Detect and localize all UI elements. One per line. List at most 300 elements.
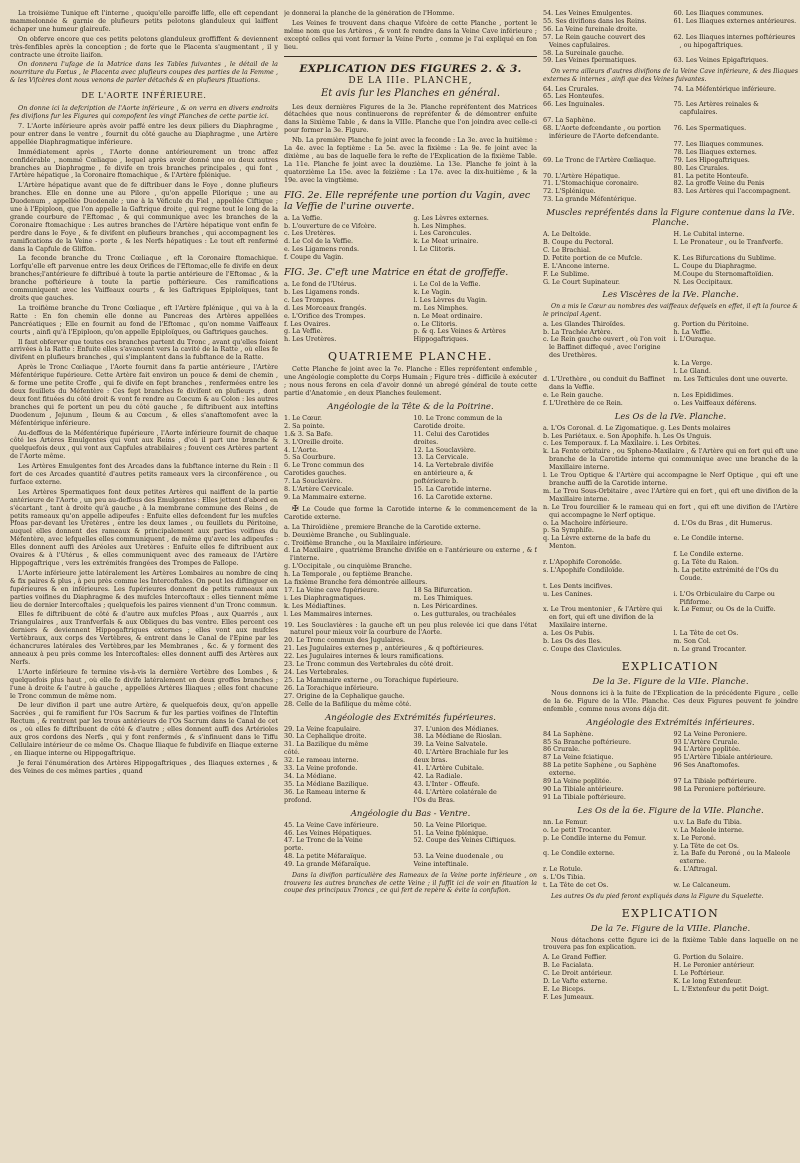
legend-item: d. Le Col de la Veffie. bbox=[284, 237, 354, 246]
legend-item: 6. Le Tronc commun des bbox=[284, 461, 365, 470]
legend-item: s. L'Apophife Condiloïde. bbox=[543, 565, 625, 574]
legend-item: 70. L'Artère Hépatique. bbox=[543, 171, 620, 180]
legend-item: b. La Trachée Artère. bbox=[543, 327, 613, 336]
legend-item: c. Les Temporaux. f. La Maxilaire. i. Les Orbites. bbox=[543, 439, 701, 448]
legend-item: c. Le Rein gauche ouvert , où l'on voit le Baffinet diffequé , avec l'origine des Urethères. bbox=[543, 335, 666, 360]
footnote: Dans la divifion particulière des Rameaux de la Veine porte inférieure , on trouvera les autres branches de cette Veine ; il fuffit ici de voir en fituation la coupe des principaux Troncs , ce qui fert de repère & évite la confufion. bbox=[284, 872, 537, 895]
legend-item: D. Le Vafte externe. bbox=[543, 977, 608, 986]
legend-item: 43. L'Inter - Offeufe. bbox=[413, 779, 480, 788]
legend-item: o. Le Clitoris. bbox=[413, 319, 458, 328]
paragraph: Nous donnons ici à la fuite de l'Explication de la précédente Figure , celle de la 6e. Figure de la VIIe. Planche. Ces deux Figures peuvent fe joindre enfemble , comme nous avons déja dit. bbox=[543, 688, 798, 713]
legend-item: 25. La Mammaire externe , ou Torachique fupérieure. bbox=[284, 675, 459, 684]
angeo-veines-legend bbox=[284, 587, 537, 619]
legend-item: A. Le Deltoïde. bbox=[543, 230, 592, 239]
legend-item: 74. La Méfentérique inférieure. bbox=[673, 84, 777, 93]
legend-item: t. La Tête de cet Os. bbox=[543, 881, 609, 890]
legend-item: u.v. La Bafe du Tibia. bbox=[673, 817, 742, 826]
legend-item: p. Sa Symphife. bbox=[543, 526, 594, 535]
legend-item: droites. bbox=[413, 437, 439, 446]
legend-item: l. Le Gland. bbox=[673, 367, 711, 376]
legend-item: a. Les Os Pubis. bbox=[543, 629, 595, 638]
visceres-title: Les Viscères de la IVe. Planche. bbox=[602, 290, 739, 301]
legend-item: 62. Les Iliaques internes poftérieures , ou hipogaftriques. bbox=[673, 32, 796, 49]
legend-item: &. L'Aftragal. bbox=[673, 865, 718, 874]
legend-item: n. Les Epididimes. bbox=[673, 390, 734, 399]
quatrieme-planche-title: QUATRIEME PLANCHE. bbox=[328, 350, 493, 364]
legend-item: 78. Les Iliaques externes. bbox=[673, 147, 757, 156]
bas-ventre-title: Angéologie du Bas - Ventre. bbox=[350, 808, 471, 819]
col1-paragraphs bbox=[10, 123, 278, 776]
legend-item: C. Le Droit antérieur. bbox=[543, 969, 613, 978]
legend-item: 91 La Tibiale poftérieure. bbox=[543, 792, 626, 801]
legend-item: 97 La Tibiale poftérieure. bbox=[673, 777, 757, 786]
legend-item: côté. bbox=[284, 748, 300, 757]
section-title-aorte: DE L'AORTE INFÉRIEURE. bbox=[81, 91, 207, 101]
legend-item: w. Le Calcaneum. bbox=[673, 881, 731, 890]
legend-item: 28. Celle de la Bafilique du même côté. bbox=[284, 699, 412, 708]
legend-item: m. Son Col. bbox=[673, 637, 711, 646]
legend-item: a. Le fond de l'Utérus. bbox=[284, 280, 357, 289]
legend-item: F. Le Sublime. bbox=[543, 269, 590, 278]
legend-item: 51. La Veine fplénique. bbox=[413, 828, 489, 837]
legend-item: 41. L'Artère Cubitale. bbox=[413, 764, 484, 773]
legend-item: F. Les Jumeaux. bbox=[543, 992, 594, 1001]
legend-item: 16. La Carotide externe. bbox=[413, 492, 493, 501]
os6-title: Les Os de la 6e. Figure de la VIIe. Planche. bbox=[577, 805, 764, 816]
fig3-legend bbox=[284, 281, 537, 344]
legend-item: k. La Verge. bbox=[673, 359, 713, 368]
legend-item: 61. Les Iliaques externes antérieures. bbox=[673, 16, 797, 25]
legend-item: 98 La Peroniere poftérieure. bbox=[673, 784, 766, 793]
legend-item: 56. La Veine fureinale droite. bbox=[543, 24, 638, 33]
cross-note-text: Le Coude que forme la Carotide interne & le commencement de la Carotide externe. bbox=[284, 504, 537, 521]
legend-item: 36. Le Rameau interne & bbox=[284, 787, 367, 796]
legend-item: a. L'Os Coronal. d. Le Zigomatique. g. Les Dents molaires bbox=[543, 423, 731, 432]
paragraph: Cette Planche fe joint avec la 7e. Planche : Elles repréfentent enfemble , une Angéologie complette du Corps Humain ; Figure très - difficile à exécuter ; nous nous ferons en cela d'avoir donné un abregé général de toute cette partie d'Anatomie , en deux Planches feulement. bbox=[284, 365, 537, 397]
legend-item: 1.& 3. Sa Bafe. bbox=[284, 429, 333, 438]
legend-item: c. Troifième Branche , ou la Maxilaire inférieure. bbox=[284, 538, 443, 547]
legend-item: 88 La petite Saphène , ou Saphène externe. bbox=[543, 761, 657, 778]
legend-item: 49. La grande Méfaraïque. bbox=[284, 860, 371, 869]
legend-item: p. & q. Les Veines & Artères bbox=[413, 327, 506, 336]
legend-item: y. La Tête de cet Os. bbox=[673, 841, 739, 850]
legend-item: o. La Machoire inférieure. bbox=[543, 518, 628, 527]
bas-ventre-legend bbox=[284, 822, 537, 869]
legend-item: i. L'Ouraque. bbox=[673, 335, 716, 344]
legend-item: k. Le Meat urinaire. bbox=[413, 237, 479, 246]
legend-item: E. L'Ancone interne. bbox=[543, 261, 610, 270]
legend-item: M.Coupe du Sternomaftoïdien. bbox=[673, 269, 774, 278]
paragraph: Elles fe diftribuent de côté & d'autre aux mufcles Pfoas , aux Quarrés , aux Triangulaires , aux Tranfverfals & aux Obliques du bas ventre. Elles percent ces derniers & deviennent Hippogaftriques externes ; elles vont aux mufcles Vertèbraux, aux corps des Vertèbres, & entrent dans le Canal de l'Epine par les échancrures latérales des Vertèbres,par les Membranes , &c. & y forment des anneaux à peu près comme les Intercoftales: elles donnent auffi des Artères aux Nerfs. bbox=[10, 610, 278, 666]
legend-item: 63. Les Veines Epigaftriques. bbox=[673, 56, 769, 65]
legend-item: 92 La Veine Peroniere. bbox=[673, 729, 748, 738]
legend-item: h. La Temporale , ou feptième Branche. bbox=[284, 570, 413, 579]
legend-item: 79. Les Hipogaftriques. bbox=[673, 155, 750, 164]
legend-item: 31. La Bazilique du même bbox=[284, 740, 369, 749]
legend-item: k. La Fente orbitaire , ou Spheno-Maxilaire , & l'Artère qui en fort qui eft une branche de la Carotide interne qui communique avec une branche de la Maxillaire interne. bbox=[543, 447, 798, 472]
legend-item: 37. L'union des Médianes. bbox=[413, 724, 499, 733]
extremites-sup-legend bbox=[284, 726, 537, 805]
legend-item: 44. L'Artère colatérale de bbox=[413, 787, 497, 796]
legend-item: 94 L'Artère poplitée. bbox=[673, 745, 741, 754]
legend-item: 35. La Médiane Bazilique. bbox=[284, 779, 369, 788]
legend-item: l. Le Trou Optique & l'Artère qui accompagne le Nerf Optique , qui eft une branche auffi de la Carotide interne. bbox=[543, 471, 798, 487]
legend-item: 82. La groffe Veine du Penis bbox=[673, 179, 765, 188]
legend-item: 81. La petite Honteufe. bbox=[673, 171, 749, 180]
legend-item: b. Les Pariétaux. e. Son Apophife. h. Les Os Unguis. bbox=[543, 431, 712, 440]
legend-item: 45. La Veine Cave inférieure. bbox=[284, 820, 379, 829]
legend-item: K. Le long Extenfeur. bbox=[673, 977, 742, 986]
legend-item: 76. Les Spermatiques. bbox=[673, 124, 747, 133]
legend-item: 66. Les Inguinales. bbox=[543, 100, 605, 109]
angeo-tete-legend bbox=[284, 415, 537, 502]
legend-item: 12. La Souclavière. bbox=[413, 445, 476, 454]
legend-item: t. Les Dents incifives. bbox=[543, 581, 613, 590]
cross-note bbox=[284, 505, 537, 522]
legend-item: l. Le Clitoris. bbox=[413, 245, 456, 254]
column-right bbox=[543, 10, 798, 1155]
legend-item: 39. La Veine Salvatele. bbox=[413, 740, 488, 749]
os6-legend bbox=[543, 819, 798, 890]
legend-item: 21. Les Jugulaires externes p , antérieures , & q poftérieures. bbox=[284, 644, 484, 653]
legend-item: 3. L'Oreille droite. bbox=[284, 437, 344, 446]
legend-item: 54. Les Veines Emulgentes. bbox=[543, 10, 633, 17]
fig2-legend bbox=[284, 215, 537, 262]
paragraph: La troifième branche du Tronc Cœliaque , eft l'Artère fplénique , qui va à la Ratte : En fon chemin elle donne au Pancreas des Artères appellées Pancréatiques ; Elle en fournit au fond de l'Eftomac , qu'on nomme Vaiffeaux courts , ainfi qu'à l'Epiploon, qu'on appelle Epiploïques, ou Gaftriques gauches. bbox=[10, 303, 278, 336]
paragraph-italic: On donnera l'ufage de la Matrice dans les Tables fuivantes , le détail de la nourriture du Fœtus , le Placenta avec plufieurs coupes des parties de la Femme , & les Vifcères dont nous venons de parler détachés & en plufieurs fituations. bbox=[10, 60, 278, 85]
legend-item: l. Les Lèvres du Vagin. bbox=[413, 295, 488, 304]
paragraph: L'Aorte inférieure jette latéralement les Artères Lombaires au nombre de cinq & fix paires & plus , à peu près comme les Intercoftales. On peut les diftinguer en fupérieures & en inférieures. Les fupérieures donnent de petits rameaux aux parties voifines du Diaphragme & des mufcles Intercoftaux : elles tiennent même lieu de dernier Intercoftales ; quelquefois les paires viennent d'un Tronc commun. bbox=[10, 568, 278, 609]
legend-item: 89 La Veine poplitée. bbox=[543, 777, 612, 786]
paragraph: La feconde branche du Tronc Cœliaque , eft la Coronaire ftomachique. Lorfqu'elle eft parvenue entre les deux Orifices de l'Eftomac,elle fe divife en deux branches;l'antérieure fe diftribué à toute la partie antérieure de l'Eftomac , & la branche poftérieure à toute la partie poftérieure. Ces ramifications communiquent avec les Vaiffeaux courts , & les Gaftriques Epiploïques, tant droits que gauches. bbox=[10, 254, 278, 302]
legend-item: 18 Sa Bifurcation. bbox=[413, 585, 473, 594]
legend-item: h. La petite extrémité de l'Os du Coude. bbox=[673, 565, 779, 582]
paragraph: Nb. La première Planche fe joint avec la feconde : La 3e. avec la huitième : La 4e. avec la feptième : La 5e. avec la fixième : La 9e. fe joint avec la dixième , au bas de laquelle fera le refte de l'Explication de la fixième Table. La 11e. Planche fe joint avec la douzième. La 13e. Planche fe joint à la quatorzième La 15e. avec la feizième : La 17e. avec la dix-huitième , & la 19e. avec la vingtième. bbox=[284, 136, 537, 184]
legend-item: nn. Le Femur. bbox=[543, 817, 588, 826]
legend-item: 80. Les Crurales. bbox=[673, 163, 730, 172]
legend-item: n. Le Meat ordinaire. bbox=[413, 311, 483, 320]
muscles-title: Muscles repréfentés dans la Figure contenue dans la IVe. Planche. bbox=[546, 208, 795, 229]
os-list bbox=[543, 425, 798, 520]
os-title: Les Os de la IVe. Planche. bbox=[614, 411, 727, 422]
legend-item: 60. Les Iliaques communes. bbox=[673, 10, 764, 17]
legend-item: 87 La Veine fciatique. bbox=[543, 753, 614, 762]
legend-item: 55. Ses divifions dans les Reins. bbox=[543, 16, 647, 25]
legend-item: 47. Le Tronc de la Veine bbox=[284, 836, 363, 845]
legend-item: o. Les gutturales, ou trachéales bbox=[413, 609, 516, 618]
legend-item: Veine inteftinale. bbox=[413, 860, 469, 869]
legend-item: 50. La Veine Pilorique. bbox=[413, 820, 487, 829]
legend-item: 26. La Torachique inférieure. bbox=[284, 683, 379, 692]
paragraph: De leur divifion il part une autre Artère, & quelquefois deux, qu'on appelle Sacrées , qui fe ramifient fur l'Os Sacrum & fur les parties voifines de l'Inteftin Rectum , & rentrent par les trous antérieurs de l'Os Sacrum dans le Canal de cet os , où elles fe diftribuent de côté & d'autre ; elles donnent auffi des Artérioles aux gros cordons des Nerfs , qui y font renfermés , & s'infinuent dans le Tiffu Cellulaire intérieur de ce même Os. Chaque Iliaque fe fubdivife en Iliaque externe , en Iliaque interne ou Hippogaftrique. bbox=[10, 701, 278, 757]
legend-item: 93 L'Artère Crurale. bbox=[673, 737, 740, 746]
legend-item: c. Les Trompes. bbox=[284, 295, 336, 304]
legend-item: H. Le Peronier antérieur. bbox=[673, 961, 755, 970]
final-legend bbox=[543, 954, 798, 1001]
legend-item: q. Le Condile externe. bbox=[543, 849, 615, 858]
legend-item: 15. La Carotide interne. bbox=[413, 485, 492, 494]
os6-note: Les autres Os du pied feront expliqués dans la Figure du Squelette. bbox=[551, 892, 764, 900]
legend-item: k. Le Vagin. bbox=[413, 287, 452, 296]
legend-item: l'Os du Bras. bbox=[413, 795, 455, 804]
explication-3-title: EXPLICATION bbox=[621, 659, 720, 673]
legend-item: 14. La Vertebrale divifée bbox=[413, 461, 494, 470]
angeo-branches-list bbox=[284, 524, 537, 587]
explication-subtitle: DE LA IIIe. PLANCHE, bbox=[348, 75, 473, 86]
legend-item: profond. bbox=[284, 795, 312, 804]
legend-item: d. Les Morceaux frangés. bbox=[284, 303, 367, 312]
legend-item: 85 Sa Branche poftérieure. bbox=[543, 737, 632, 746]
legend-item: 27. Origine de la Cephalique gauche. bbox=[284, 691, 405, 700]
legend-item: 58. La Sureinale gauche. bbox=[543, 48, 624, 57]
legend-item: 22. Les Jugulaires internes & leurs ramifications. bbox=[284, 652, 444, 661]
visceres-note: On a mis le Cœur au nombres des vaiffeaux defquels en effet, il eft la fource & le principal Agent. bbox=[543, 303, 798, 319]
angeo-tete-title: Angéologie de la Tête & de la Poitrine. bbox=[327, 401, 494, 412]
legend-item bbox=[543, 141, 668, 149]
legend-item: d. L'Urethère , ou conduit du Baffinet dans la Veffie. bbox=[543, 375, 665, 391]
legend-item: h. Les Nimphes. bbox=[413, 221, 467, 230]
legend-item: v. La Maleole interne. bbox=[673, 825, 744, 834]
legend-item: m. Les Nimphes. bbox=[413, 303, 468, 312]
section-intro: On donne ici la defcription de l'Aorte inférieure , & on verra en divers endroits fes divifions fur les Figures qui compofent les vingt Planches de cette partie ici. bbox=[10, 104, 278, 121]
legend-item: k. Les Médiaftines. bbox=[284, 601, 346, 610]
paragraph: L'Artère hépatique avant que de fe diftribuer dans le Foye , donne plufieurs branches. Elle en donne une au Pilore , qu'on appelle Pilorique ; une au Duodenum , appellée Duodenale ; une à la Véficule du Fiel , appellée Ciftique ; une à l'Epiploon, que l'on appelle la Gaftrique droite , qui regne tout le long de la grande courbure de l'Eftomac , & qui communique avec les branches de la Coronaire ftomachique : Les autres branches de l'Artère hépatique vont enfin fe perdre dans le Foye , & fe divifent en plufieurs branches , qui accompagnent les ramifications de la Veine - porte , & les Nerfs hépatiques : Le tout eft renfermé dans la Capfule de Gliffon. bbox=[10, 181, 278, 253]
veines-legend-top bbox=[543, 10, 798, 65]
legend-item: 71. L'Stomachique coronaire. bbox=[543, 179, 639, 188]
legend-item: G. Portion du Solaire. bbox=[673, 953, 744, 962]
legend-item: g. Portion du Péritoine. bbox=[673, 319, 749, 328]
legend-item: m. Les Tefticules dont une ouverte. bbox=[673, 375, 788, 383]
legend-item: d. La Maxilaire , quatrième Branche divifée en e l'antérieure ou externe , & f l'interne. bbox=[284, 546, 537, 563]
legend-item: A. Le Grand Feffier. bbox=[543, 953, 607, 962]
legend-item: 32. Le rameau interne. bbox=[284, 756, 359, 765]
legend-item: h. Les Uretères. bbox=[284, 335, 337, 344]
explication-title: EXPLICATION DES FIGURES 2. & 3. bbox=[299, 62, 522, 75]
legend-item: c. Les Uretères. bbox=[284, 229, 336, 238]
legend-item: a. Les Glandes Thiroïdes. bbox=[543, 319, 626, 328]
legend-item: La fixième Branche fera démontrée ailleurs. bbox=[284, 578, 428, 587]
arteres-legend bbox=[543, 86, 798, 205]
paragraph: La troisième Tunique eft l'interne , quoiqu'elle paroiffe liffe, elle eft cependant mammelonnée & garnie de plufieurs petits pelotons glanduleux qui laiffent échaper une humeur glaireufe. bbox=[10, 10, 278, 33]
legend-item bbox=[543, 360, 668, 368]
legend-item: 84 La Saphène. bbox=[543, 729, 594, 738]
legend-item: E. Le Biceps. bbox=[543, 984, 586, 993]
legend-item: b. L'ouverture de ce Vifcère. bbox=[284, 221, 377, 230]
legend-item: 59. Les Veines fpermatiques. bbox=[543, 56, 637, 65]
legend-item: d. L'Os du Bras , dit Humerus. bbox=[673, 518, 773, 527]
col1-top-paragraphs bbox=[10, 10, 278, 85]
legend-item bbox=[414, 254, 538, 262]
legend-item: g. La Veffie. bbox=[284, 327, 323, 336]
legend-item: 20. Le Tronc commun des Jugulaires. bbox=[284, 636, 406, 645]
legend-item: 77. Les Iliaques communes. bbox=[673, 139, 764, 148]
legend-item bbox=[674, 196, 799, 204]
os-legend bbox=[543, 520, 798, 654]
legend-item: k. Le Femur, ou Os de la Cuiffe. bbox=[673, 605, 776, 614]
note-veines: On verra ailleurs d'autres divifions de la Veine Cave inférieure, & des Iliaques externes & internes , ainfi que des Veines fuivantes. bbox=[543, 68, 798, 83]
legend-item: 95 L'Artère Tibiale antérieure. bbox=[673, 753, 773, 762]
legend-item: b. Deuxième Branche , ou Sublinguale. bbox=[284, 530, 411, 539]
legend-item: G. Le Court Supinateur. bbox=[543, 277, 620, 286]
legend-item: Carotides gauches. bbox=[284, 469, 347, 478]
extremites-inf-title: Angéologie des Extrémités inférieures. bbox=[586, 717, 755, 728]
column-middle bbox=[284, 10, 537, 1155]
legend-item: 90 La Tibiale antérieure. bbox=[543, 784, 624, 793]
legend-item: 10. Le Tronc commun de la bbox=[413, 413, 503, 422]
legend-item: e. Le Condile interne. bbox=[673, 534, 744, 543]
legend-item: N. Les Occipitaux. bbox=[673, 277, 733, 286]
paragraph: Après le Tronc Cœliaque , l'Aorte fournit dans fa partie antérieure , l'Artère Méfentérique fupérieure. Cette Artère fait environ un pouce & demi de chemin , & forme une petite Croffe , qui fe divife en fept branches , renfermées entre les deux feuillets du Méfentère : Ces fept branches fe divifent en plufieurs , dont deux font fituées du côté droit & vont fe rendre au Cœcum & au Colon : les autres branches qui fe portent un peu du côté gauche , fe diftribuent aux inteftins Duodenum , Jejunum , Ileum & au Cœcum , & elles s'anaftomofent avec la Méfentérique inférieure. bbox=[10, 363, 278, 427]
legend-item: e. Les Ligamens ronds. bbox=[284, 245, 360, 254]
legend-item: s. L'Os Tibia. bbox=[543, 873, 586, 882]
legend-item: 73. La grande Méfentérique. bbox=[543, 195, 637, 204]
legend-item: poftérieure b. bbox=[413, 477, 459, 486]
legend-item: B. Coupe du Pectoral. bbox=[543, 238, 614, 247]
legend-item: 67. La Saphène. bbox=[543, 116, 596, 125]
legend-item: 33. La Veine profonde. bbox=[284, 764, 358, 773]
legend-item: f. Les Ovaires. bbox=[284, 319, 331, 328]
legend-item: b. Les Os des Iles. bbox=[543, 637, 602, 646]
angeo-veines-list bbox=[284, 622, 537, 709]
paragraph: je donnerai la planche de la génération de l'Homme. bbox=[284, 10, 455, 17]
paragraph: Je ferai l'énumération des Artères Hippogaftriques , des Iliaques externes , & des Veines de ces mêmes parties , quand bbox=[10, 758, 278, 775]
legend-item: Carotide droite. bbox=[413, 421, 466, 430]
legend-item: 9. La Mammaire externe. bbox=[284, 492, 367, 501]
legend-item: x. Le Peroné. bbox=[673, 833, 716, 842]
legend-item: 7. La Souclavière. bbox=[284, 477, 343, 486]
explication-subtitle-2: Et avis fur les Planches en général. bbox=[320, 87, 501, 99]
extremites-inf-legend bbox=[543, 731, 798, 802]
legend-item: 96 Ses Anaftomofes. bbox=[673, 761, 740, 770]
legend-item: 5. Sa Courbure. bbox=[284, 453, 336, 462]
legend-item: r. L'Apophife Coronoïde. bbox=[543, 558, 622, 567]
legend-item: i. Le Col de la Veffie. bbox=[413, 280, 481, 289]
legend-item: 65. Les Honteufes. bbox=[543, 92, 604, 101]
legend-item: 57. Le Rein gauche couvert des Veines capfulaires. bbox=[543, 32, 646, 49]
legend-item: 24. Les Vertebrales. bbox=[284, 668, 349, 676]
legend-item: i. Les Diaphragmatiques. bbox=[284, 593, 366, 602]
legend-item: 46. Les Veines Hépatiques. bbox=[284, 828, 372, 837]
legend-item: m. Le Trou Sous-Orbitaire , avec l'Artère qui en fort , qui eft une divifion de la Maxillaire interne. bbox=[543, 486, 798, 503]
legend-item: n. Le grand Trocanter. bbox=[673, 645, 747, 653]
legend-item: I. Le Poftérieur. bbox=[673, 969, 725, 978]
paragraph: Les Artères Emulgentes font des Arcades dans la fubftance interne du Rein : Il fort de ces Arcades quantité d'autres petits rameaux vers la circonférence , ou furface externe. bbox=[10, 462, 278, 486]
legend-item bbox=[674, 794, 799, 802]
legend-item: 34. La Médiane. bbox=[284, 771, 337, 780]
legend-item: m. Les Thimiques. bbox=[413, 593, 473, 602]
legend-item: e. L'Orifice des Trompes. bbox=[284, 311, 366, 320]
paragraph: Immédiatement après , l'Aorte donne antérieurement un tronc affez confidérable , nommé Cœliaque , lequel après avoir donné une ou deux autres branches au Diaphragme , fe divife en trois branches principales , qui font , l'Artère hépatique , la Coronaire ftomachique , & l'Artère fplénique. bbox=[10, 147, 278, 180]
legend-item: 11. Celui des Carotides bbox=[413, 429, 490, 438]
legend-item: 69. Le Tronc de l'Artère Cœliaque. bbox=[543, 155, 656, 164]
legend-item: I. Le Pronateur , ou le Tranfverfe. bbox=[673, 238, 783, 247]
legend-item: l. Les Mammaires internes. bbox=[284, 609, 373, 618]
legend-item: L. L'Extenfeur du petit Doigt. bbox=[673, 984, 769, 993]
legend-item: f. L'Urethère de ce Rein. bbox=[543, 398, 623, 407]
column-left bbox=[10, 10, 278, 1155]
legend-item: g. Les Lèvres externes. bbox=[413, 213, 489, 222]
legend-item: H. Le Cubital interne. bbox=[673, 230, 745, 239]
legend-item: i. L'Os Orbiculaire du Carpe ou Pififorme. bbox=[673, 589, 775, 606]
legend-item: 48. La petite Méfaraïque. bbox=[284, 852, 367, 861]
legend-item: c. Coupe des Clavicules. bbox=[543, 645, 622, 653]
legend-item: a. La Veffie. bbox=[284, 213, 323, 222]
legend-item: L. Coupe du Diaphragme. bbox=[673, 261, 757, 270]
legend-item: 17. La Veine cave fupérieure. bbox=[284, 585, 380, 594]
legend-item: porte. bbox=[284, 844, 304, 853]
legend-item: 64. Les Crurales. bbox=[543, 84, 599, 93]
legend-item: 53. La Veine duodenale , ou bbox=[413, 852, 504, 861]
paragraph: Au-deffous de la Méfentérique fupérieure , l'Aorte inférieure fournit de chaque côté les Artères Emulgentes qui vont aux Reins , d'où il part une branche & quelquefois deux , qui vont aux Capfules atrabilaires ; fouvent ces Artères partent de l'Aorte même. bbox=[10, 428, 278, 461]
divider bbox=[284, 56, 537, 57]
legend-item: f. Le Condile externe. bbox=[673, 550, 744, 559]
legend-item: n. Le Trou fourcilier & le rameau qui en fort , qui eft une divifion de l'Artère qui accompagne le Nerf optique. bbox=[543, 502, 798, 519]
legend-item: 8. L'Artère Cervicale. bbox=[284, 485, 354, 494]
fig2-title: FIG. 2e. Elle repréfente une portion du Vagin, avec la Veffie de l'urine ouverte. bbox=[284, 189, 531, 212]
legend-item: b. Les Ligamens ronds. bbox=[284, 287, 360, 296]
legend-item: h. La Veffie. bbox=[673, 327, 712, 336]
legend-item: x. Le Trou mentonier , & l'Artère qui en fort, qui eft une divifion de la Maxilaire interne. bbox=[543, 605, 663, 630]
legend-item: 83. Les Artères qui l'accompagnent. bbox=[673, 187, 791, 196]
visceres-legend bbox=[543, 321, 798, 408]
legend-item: 38. La Médiane de Rioslan. bbox=[413, 732, 502, 741]
legend-item: 4. L'Aorte. bbox=[284, 445, 319, 454]
legend-item: e. Le Rein gauche. bbox=[543, 390, 604, 399]
legend-item: 40. L'Artère Brachiale fur les bbox=[413, 748, 509, 757]
legend-item: o. Les Vaiffeaux déférens. bbox=[673, 398, 757, 407]
legend-item: a. La Thiroïdiène , premiere Branche de la Carotide externe. bbox=[284, 522, 481, 531]
legend-item: 42. La Radiale. bbox=[413, 771, 463, 780]
legend-item: l. La Tête de cet Os. bbox=[673, 629, 739, 638]
legend-item: g. L'Occipitale , ou cinquième Branche. bbox=[284, 562, 412, 571]
paragraph: Les Artères Spermatiques font deux petites Artères qui naiffent de la partie antérieure de l'Aorte , un peu au-deffous des Emulgentes : Elles jettent d'abord en s'écartant , tant à droite qu'à gauche , à la membrane commune des Reins , de petits rameaux qu'on appelle adipeufes : Enfuite elles defcendent fur les mufcles Pfoas par-devant les Uretères , entre les deux lames , ou feuillets du Péritoine, auquel elles donnent des rameaux & principalement aux parties voifines du Méfentère, avec lefquelles elles communiquent , de même qu'avec les adipeufes : Elles donnent auffi des Aréoles aux Uretères : Enfuite elles fe diftribuent aux Ovaires & à l'Utérus , & elles communiquent avec des rameaux de l'Artère Hippogaftrique , vers les extrémités frangées des Trompes de Fallope. bbox=[10, 487, 278, 567]
legend-item: i. Les Caroncules. bbox=[413, 229, 472, 238]
legend-item: 86 Crurale. bbox=[543, 745, 580, 754]
legend-item: 1. Le Cœur. bbox=[284, 413, 322, 422]
legend-item: r. Le Rotule. bbox=[543, 865, 583, 874]
legend-item: C. Le Brachial. bbox=[543, 245, 591, 254]
legend-item: 52. Coupe des Veines Ciftiques. bbox=[413, 836, 516, 845]
legend-item: 23. Le Tronc commun des Vertebrales du côté droit. bbox=[284, 660, 454, 669]
legend-item: 68. L'Aorte defcendante , ou portion inférieure de l'Aorte defcendante. bbox=[543, 124, 661, 140]
legend-item: deux bras. bbox=[413, 756, 448, 765]
legend-item: D. Petite portion de ce Mufcle. bbox=[543, 253, 643, 262]
legend-item: o. Le petit Trocanter. bbox=[543, 825, 612, 834]
legend-item: u. Les Canines. bbox=[543, 589, 593, 598]
paragraph: Les Veines fe trouvent dans chaque Vifcère de cette Planche , portent le même nom que les Artères , & vont fe rendre dans la Veine Cave inférieure ; excepté celles qui vont former la Veine Porte , comme je l'ai expliqué en fon lieu. bbox=[284, 18, 537, 51]
legend-item: 75. Les Artères reinales & capfulaires. bbox=[673, 100, 759, 117]
legend-item: 2. Sa pointe. bbox=[284, 421, 325, 430]
legend-item: g. La Tête du Raion. bbox=[673, 558, 739, 567]
legend-item: B. Le Facialata. bbox=[543, 961, 594, 970]
legend-item: n. Les Péricardines. bbox=[413, 601, 478, 610]
legend-item: f. Coupe du Vagin. bbox=[284, 253, 344, 262]
explication-7-title: EXPLICATION bbox=[621, 906, 720, 920]
legend-item: en antérieure a, & bbox=[413, 469, 474, 478]
paragraph: On obferve encore que ces petits pelotons glanduleux groffiffent & deviennent très-fenfibles après la conception ; de forte que le Placenta s'augmentant , il y contracte une étroite liaifon. bbox=[10, 34, 278, 59]
legend-item: 19. Les Souclavières : la gauche eft un peu plus relevée ici que dans l'état naturel pour mieux voir la courbure de l'Aorte. bbox=[284, 620, 537, 637]
paragraph: L'Aorte inférieure fe termine vis-à-vis la dernière Vertèbre des Lombes , & quelquefois plus haut , où elle fe divife latéralement en deux groffes branches ; l'une à droite & l'autre à gauche , appellées Artères Iliaques ; elles font chacune le Tronc commun de même nom. bbox=[10, 667, 278, 700]
legend-item: q. La Lèvre externe de la bafe du Menton. bbox=[543, 534, 651, 551]
muscles-legend bbox=[543, 231, 798, 286]
cross-mark-icon: ✠ bbox=[292, 503, 299, 513]
legend-item: p. Le Condile interne du Femur. bbox=[543, 833, 647, 842]
legend-item: K. Les Bifurcations du Sublime. bbox=[673, 253, 777, 262]
paragraph: 7. L'Aorte inférieure après avoir paffé entre les deux piliers du Diaphragme , pour entrer dans le ventre , fournit du côté gauche au Diaphragme , une Artère appellée Diaphragmatique inférieure. bbox=[10, 121, 278, 146]
legend-item: 13. La Cervicale. bbox=[413, 453, 469, 462]
fig3-title: FIG. 3e. C'eft une Matrice en état de groffeffe. bbox=[284, 267, 509, 279]
explication-3-subtitle: De la 3e. Figure de la VIIe. Planche. bbox=[592, 676, 749, 687]
